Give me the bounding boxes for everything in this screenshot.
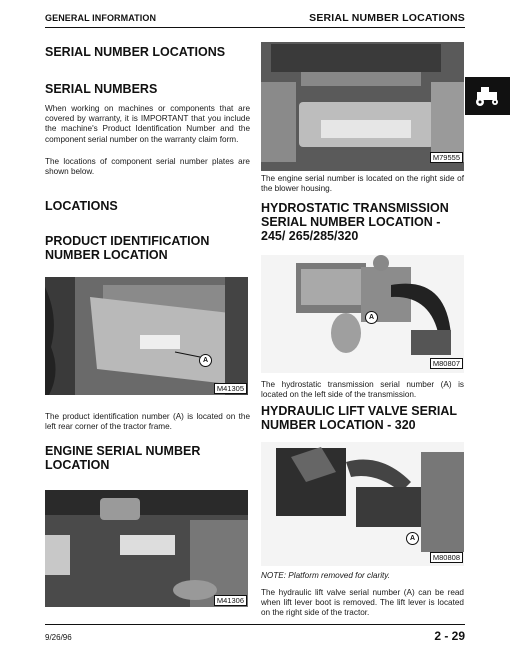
valve-note: NOTE: Platform removed for clarity. [261, 571, 391, 580]
engine-label-photo [45, 490, 248, 607]
pin-location-photo [45, 277, 248, 395]
pin-photo-code: M41305 [214, 383, 247, 394]
pin-callout-a: A [199, 354, 212, 367]
engine-label-photo-code: M41306 [214, 595, 247, 606]
page-number: 2 - 29 [434, 629, 465, 643]
valve-photo-code: M80808 [430, 552, 463, 563]
tractor-icon [465, 77, 510, 115]
hydro-transmission-heading: HYDROSTATIC TRANSMISSION SERIAL NUMBER LOCATION - 245/ 265/285/320 [261, 201, 449, 243]
section-tab [465, 77, 510, 115]
hydro-transmission-photo [261, 255, 464, 373]
hydro-caption: The hydrostatic transmission serial number (A) is located on the left side of the transmission. [261, 380, 464, 400]
serial-numbers-paragraph: When working on machines or components that are covered by warranty, it is IMPORTANT that you include the machine's Product Identification Number and the component serial number on the warranty claim form. [45, 104, 250, 144]
hydro-photo-code: M80807 [430, 358, 463, 369]
serial-locations-paragraph: The locations of component serial number plates are shown below. [45, 157, 250, 177]
pin-location-heading: PRODUCT IDENTIFICATION NUMBER LOCATION [45, 234, 210, 262]
locations-heading: LOCATIONS [45, 199, 118, 213]
valve-callout-a: A [406, 532, 419, 545]
lift-valve-heading: HYDRAULIC LIFT VALVE SERIAL NUMBER LOCATION - 320 [261, 404, 457, 432]
running-header-topic: SERIAL NUMBER LOCATIONS [309, 12, 465, 24]
footer-rule [45, 624, 465, 625]
header-rule [45, 27, 465, 28]
page-title: SERIAL NUMBER LOCATIONS [45, 45, 226, 59]
valve-caption: The hydraulic lift valve serial number (A) can be read when lift lever boot is removed. The lift lever is located on the right side of the tractor. [261, 588, 464, 618]
engine-blower-photo-code: M79555 [430, 152, 463, 163]
lift-valve-photo [261, 442, 464, 566]
engine-serial-heading: ENGINE SERIAL NUMBER LOCATION [45, 444, 201, 472]
pin-caption: The product identification number (A) is located on the left rear corner of the tractor frame. [45, 412, 250, 432]
serial-numbers-heading: SERIAL NUMBERS [45, 82, 158, 96]
engine-blower-photo [261, 42, 464, 171]
hydro-callout-a: A [365, 311, 378, 324]
footer-date: 9/26/96 [45, 633, 72, 642]
running-header-section: GENERAL INFORMATION [45, 13, 157, 23]
engine-serial-caption: The engine serial number is located on the right side of the blower housing. [261, 174, 464, 194]
